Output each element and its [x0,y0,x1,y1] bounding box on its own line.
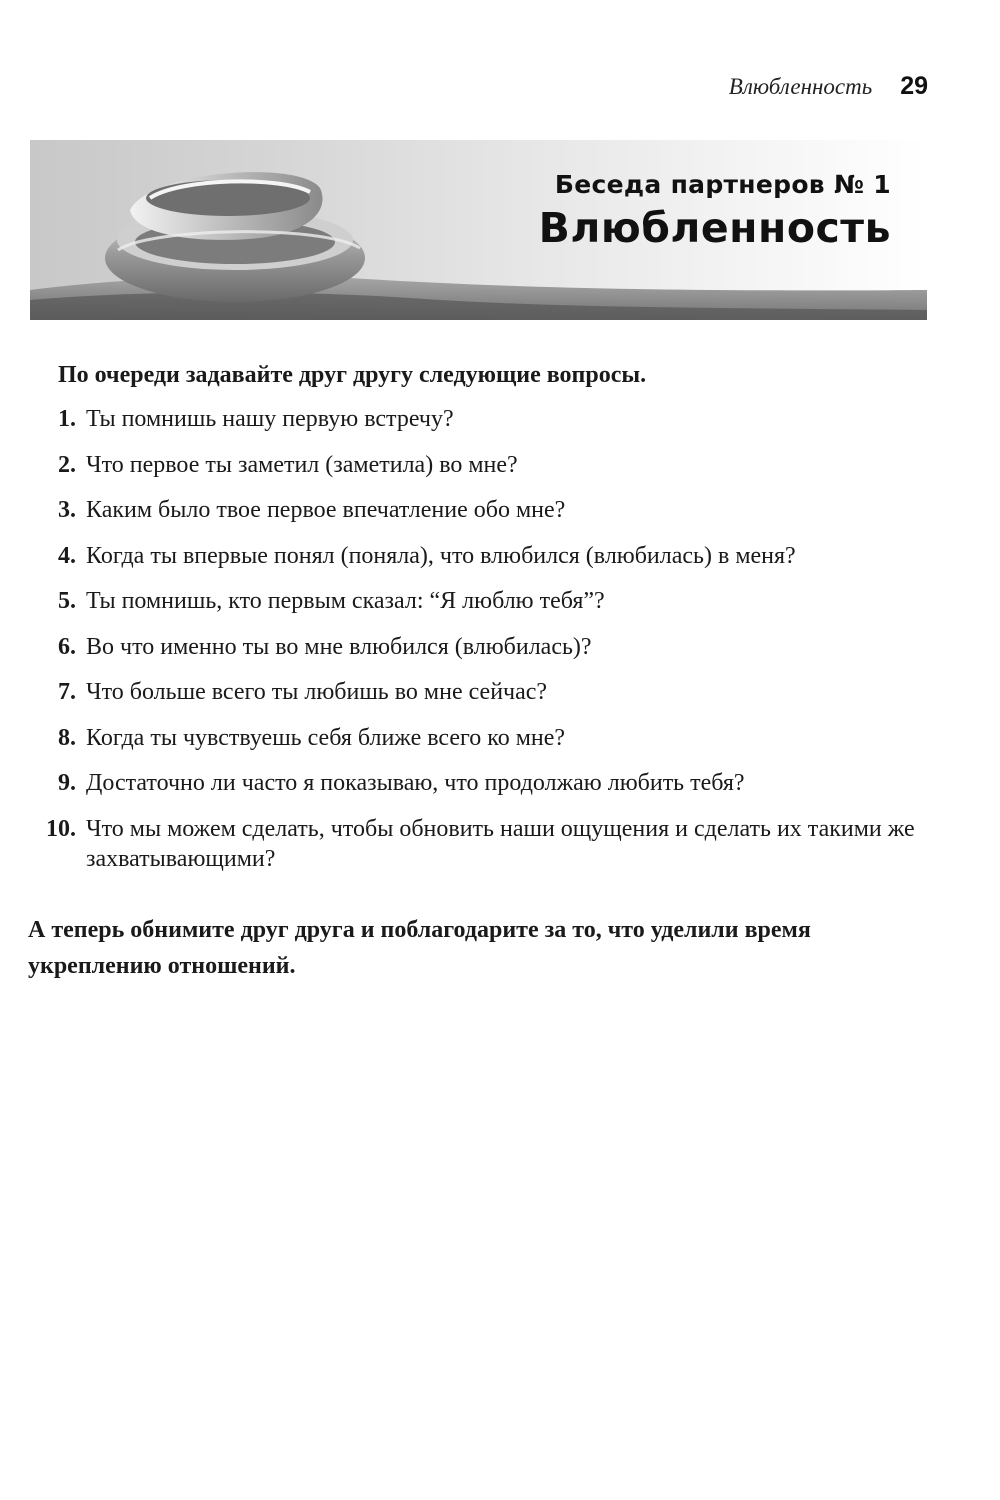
question-text: Что мы можем сделать, чтобы обновить наши ощущения и сделать их такими же захватывающими? [86,815,915,872]
question-text: Каким было твое первое впечатление обо мне? [86,497,566,523]
question-number: 5. [58,588,76,614]
closing-note: А теперь обнимите друг друга и поблагодарите за то, что уделили время укреплению отношений. [28,917,811,979]
question-item [30,495,940,525]
question-text: Достаточно ли часто я показываю, что продолжаю любить тебя? [86,770,745,796]
running-title: Влюбленность [728,74,873,99]
page-number: 29 [900,72,928,100]
question-text: Когда ты чувствуешь себя ближе всего ко мне? [86,724,566,751]
question-number: 1. [58,406,76,432]
question-number: 4. [58,542,76,569]
question-item [30,768,940,798]
question-list [30,404,940,889]
chapter-title: Влюбленность [538,204,891,252]
question-text: Ты помнишь нашу первую встречу? [86,406,454,432]
instructions: По очереди задавайте друг другу следующие вопросы. [58,362,647,388]
question-text: Когда ты впервые понял (поняла), что влюбился (влюбилась) в меня? [86,542,796,569]
conversation-subtitle: Беседа партнеров № 1 [554,170,891,199]
banner-heading [539,170,891,256]
question-number: 7. [58,679,76,705]
question-number: 3. [58,497,76,523]
question-item [30,450,940,480]
question-item [30,723,940,753]
question-item [30,677,940,707]
question-number: 6. [58,633,76,660]
question-text: Ты помнишь, кто первым сказал: “Я люблю тебя”? [86,588,605,614]
question-number: 8. [58,724,76,751]
question-number: 9. [58,770,76,796]
question-item [30,541,940,571]
question-item [30,632,940,662]
chapter-banner [30,140,927,320]
question-item [30,814,940,874]
question-text: Что больше всего ты любишь во мне сейчас? [86,679,548,705]
question-number: 2. [58,451,76,478]
running-header [729,72,928,101]
question-text: Что первое ты заметил (заметила) во мне? [86,451,518,478]
question-item [30,404,940,434]
question-text: Во что именно ты во мне влюбился (влюбилась)? [86,633,592,660]
question-item [30,586,940,616]
question-number: 10. [46,815,76,842]
